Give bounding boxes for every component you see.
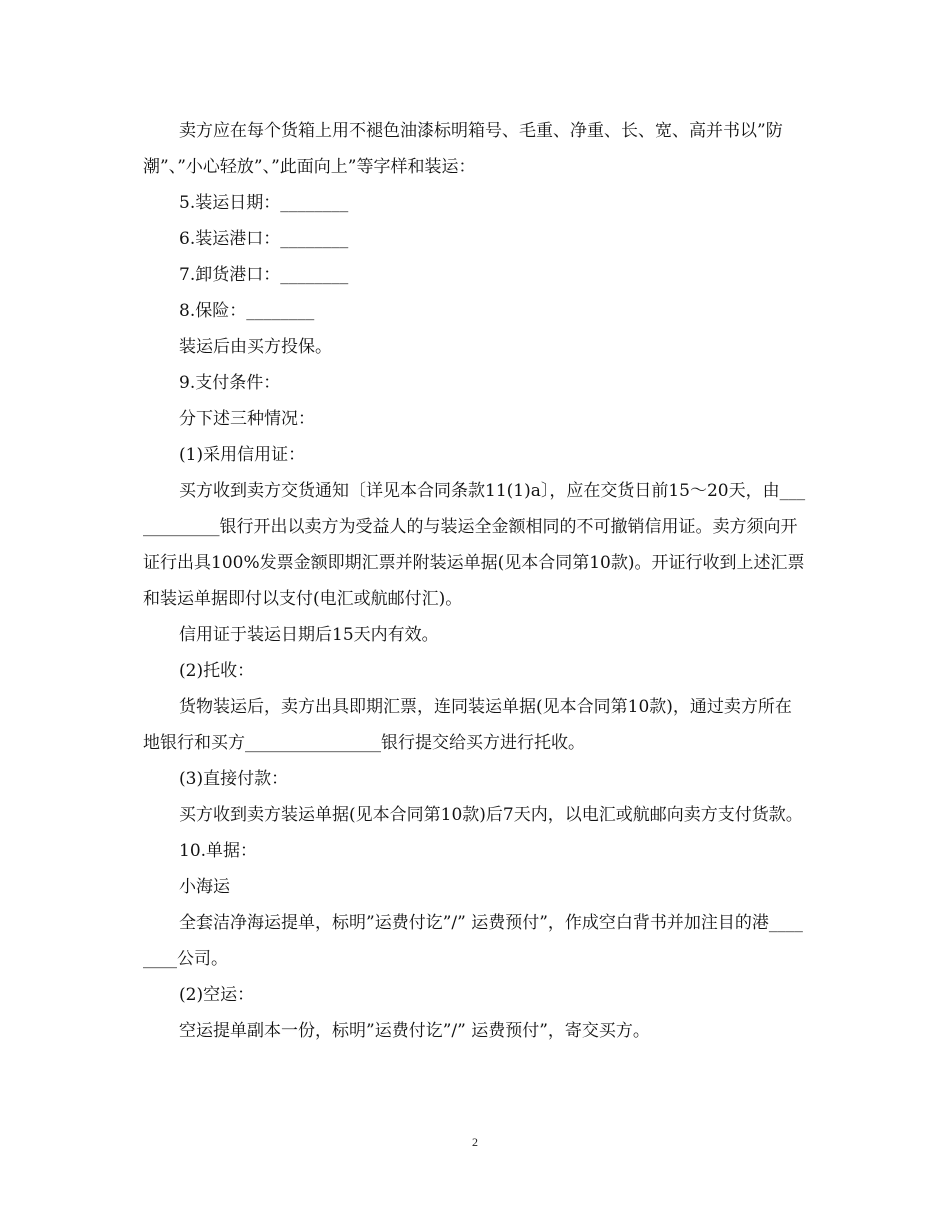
page-number: 2 — [472, 1135, 478, 1149]
paragraph-documents: 10.单据： — [179, 841, 258, 861]
paragraph-direct-payment: (3)直接付款： — [179, 769, 289, 789]
paragraph-direct-payment-details: 买方收到卖方装运单据(见本合同第10款)后7天内，以电汇或航邮向卖方支付货款。 — [179, 805, 803, 825]
paragraph-discharge-port: 7.卸货港口：________ — [179, 265, 349, 285]
paragraph-collection: (2)托收： — [179, 661, 255, 681]
paragraph-lc-details: 买方收到卖方交货通知〔详见本合同条款11(1)a〕，应在交货日前15～20天，由____________银行开出以卖方为受益人的与装运全金额相同的不可撤销信用证。卖方须向开证行出具100%发票金额即期汇票并附装运单据(见本合同第10款)。开证行收到上述汇票和装运单据即付以支付(电汇或航邮付汇)。 — [143, 481, 806, 609]
paragraph-bill-of-lading: 全套洁净海运提单，标明”运费付讫”/” 运费预付”，作成空白背书并加注目的港________公司。 — [143, 913, 803, 969]
paragraph-shipment-date: 5.装运日期：________ — [179, 193, 349, 213]
paragraph-airway-bill: 空运提单副本一份，标明”运费付讫”/” 运费预付”，寄交买方。 — [179, 1021, 650, 1041]
paragraph-air-transport: (2)空运： — [179, 985, 255, 1005]
paragraph-payment-terms: 9.支付条件： — [179, 373, 281, 393]
document-body — [143, 113, 807, 1049]
paragraph-lc-validity: 信用证于装运日期后15天内有效。 — [179, 625, 439, 645]
paragraph-loading-port: 6.装运港口：________ — [179, 229, 349, 249]
paragraph-insurance: 8.保险：________ — [179, 301, 315, 321]
paragraph-insurance-note: 装运后由买方投保。 — [179, 337, 332, 357]
paragraph-packing-marks: 卖方应在每个货箱上用不褪色油漆标明箱号、毛重、净重、长、宽、高并书以”防潮”、”小心轻放”、”此面向上”等字样和装运： — [143, 121, 783, 177]
paragraph-three-cases: 分下述三种情况： — [179, 409, 315, 429]
paragraph-letter-of-credit: (1)采用信用证： — [179, 445, 306, 465]
paragraph-sea-transport: 小海运 — [179, 877, 230, 897]
paragraph-collection-details: 货物装运后，卖方出具即期汇票，连同装运单据(见本合同第10款)，通过卖方所在地银行和买方________________银行提交给买方进行托收。 — [143, 697, 792, 753]
